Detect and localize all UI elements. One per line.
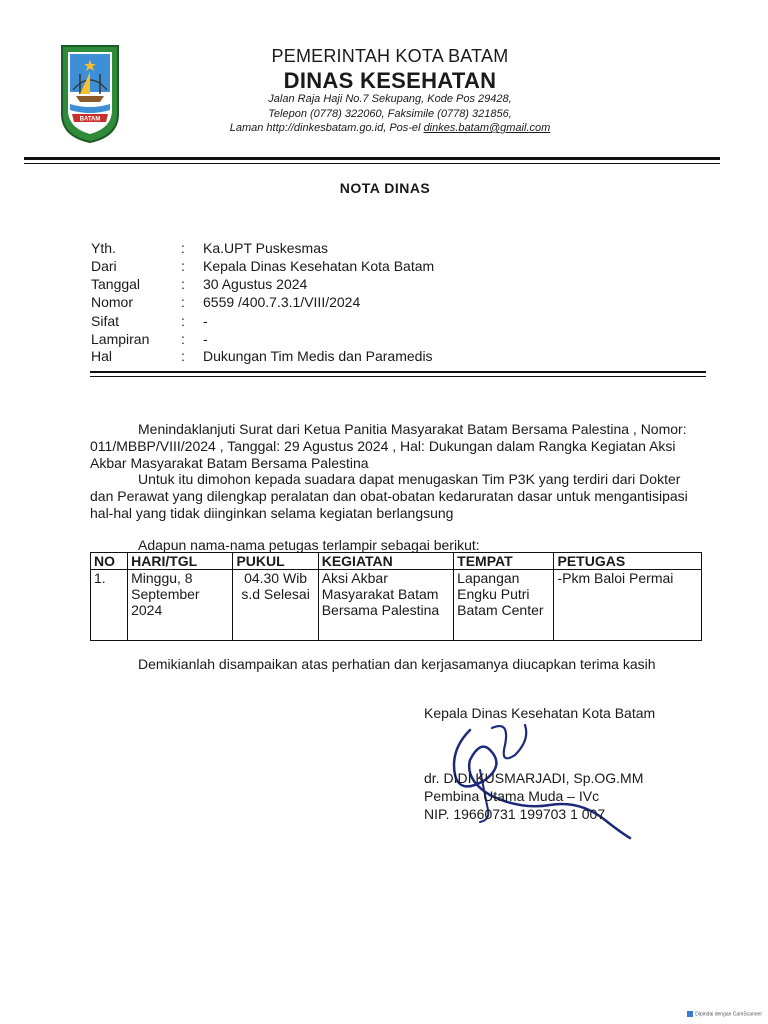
header-colon: : — [181, 331, 185, 347]
header-value: Dukungan Tim Medis dan Paramedis — [203, 348, 433, 364]
body-paragraph-closing: Demikianlah disampaikan atas perhatian dan kerjasamanya diucapkan terima kasih — [138, 656, 656, 672]
table-cell-kegiatan: Aksi Akbar Masyarakat Batam Bersama Palestina — [318, 570, 453, 641]
agency-phone: Telepon (0778) 322060, Faksimile (0778) 321856, — [268, 108, 512, 120]
table-row — [91, 570, 702, 641]
camscanner-icon — [687, 1011, 693, 1017]
header-value: Ka.UPT Puskesmas — [203, 240, 329, 256]
header-label: Yth. — [91, 240, 116, 256]
signatory-name: dr. DIDI KUSMARJADI, Sp.OG.MM — [424, 770, 644, 786]
agency-address: Jalan Raja Haji No.7 Sekupang, Kode Pos 29428, — [268, 93, 512, 105]
header-colon: : — [181, 313, 185, 329]
header-colon: : — [181, 294, 185, 310]
table-header-row — [91, 553, 702, 570]
signatory-position: Kepala Dinas Kesehatan Kota Batam — [424, 705, 656, 721]
column-header: PETUGAS — [554, 553, 702, 570]
table-cell-no: 1. — [91, 570, 128, 641]
document-title: NOTA DINAS — [339, 180, 431, 196]
header-value: 6559 /400.7.3.1/VIII/2024 — [203, 294, 361, 310]
header-label: Hal — [91, 348, 113, 364]
header-value: Kepala Dinas Kesehatan Kota Batam — [203, 258, 435, 274]
header-label: Nomor — [91, 294, 134, 310]
government-name: PEMERINTAH KOTA BATAM — [271, 46, 509, 66]
header-value: - — [203, 313, 208, 329]
scanner-text: Dipindai dengan CamScanner — [695, 1011, 762, 1018]
header-label: Lampiran — [91, 331, 150, 347]
letterhead-divider — [24, 157, 720, 160]
table-cell-petugas: -Pkm Baloi Permai — [554, 570, 702, 641]
body-paragraph-reference: Menindaklanjuti Surat dari Ketua Panitia Masyarakat Batam Bersama Palestina , Nomor: 011/MBBP/VIII/2024 , Tanggal: 29 Agustus 2024 , Hal: Dukungan dalam Rangka Kegiatan Aksi Akbar Masyarakat Batam Bersama Palestina — [90, 421, 687, 471]
table-cell-hari: Minggu, 8 September 2024 — [128, 570, 233, 641]
header-divider — [90, 371, 706, 373]
city-emblem-logo — [60, 44, 120, 144]
header-value: - — [203, 331, 208, 347]
header-colon: : — [181, 240, 185, 256]
column-header: NO — [91, 553, 128, 570]
column-header: HARI/TGL — [128, 553, 233, 570]
header-label: Dari — [91, 258, 117, 274]
header-divider-thin — [90, 376, 706, 377]
agency-name: DINAS KESEHATAN — [283, 68, 497, 93]
agency-email-link[interactable]: dinkes.batam@gmail.com — [423, 122, 551, 134]
header-value: 30 Agustus 2024 — [203, 276, 308, 292]
table-cell-pukul: 04.30 Wib s.d Selesai — [233, 570, 318, 641]
svg-text:BATAM: BATAM — [79, 116, 101, 123]
column-header: PUKUL — [233, 553, 318, 570]
header-colon: : — [181, 348, 185, 364]
header-label: Tanggal — [91, 276, 141, 292]
body-paragraph-table-intro: Adapun nama-nama petugas terlampir sebagai berikut: — [138, 537, 480, 553]
header-label: Sifat — [91, 313, 120, 329]
agency-web — [190, 122, 590, 134]
table-cell-tempat: Lapangan Engku Putri Batam Center — [454, 570, 554, 641]
column-header: TEMPAT — [454, 553, 554, 570]
assignment-table — [90, 552, 702, 641]
body-paragraph-request: Untuk itu dimohon kepada suadara dapat menugaskan Tim P3K yang terdiri dari Dokter dan Perawat yang dilengkap peralatan dan obat-obatan kedaruratan dasar untuk mengantisipasi hal-hal yang tidak diinginkan selama kegiatan berlangsung — [90, 471, 688, 521]
column-header: KEGIATAN — [318, 553, 453, 570]
header-colon: : — [181, 276, 185, 292]
scanner-watermark — [687, 1011, 762, 1017]
signatory-rank: Pembina Utama Muda – IVc — [424, 788, 600, 804]
header-colon: : — [181, 258, 185, 274]
agency-website: Laman http://dinkesbatam.go.id, Pos-el — [229, 122, 424, 134]
signatory-nip: NIP. 19660731 199703 1 007 — [424, 806, 606, 822]
letterhead-divider-thin — [24, 163, 720, 164]
